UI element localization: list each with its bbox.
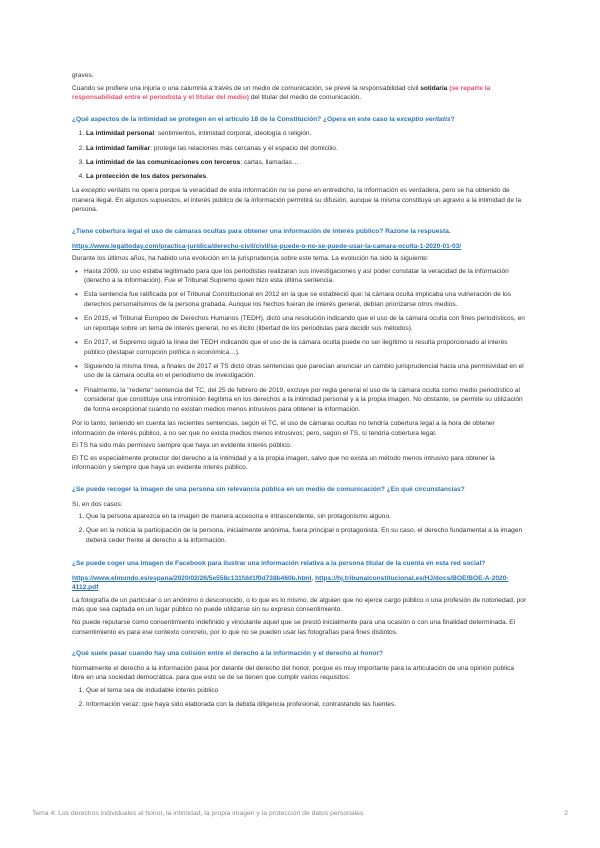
list-item: • Esta sentencia fue ratificada por el Tribunal Constitucional en 2012 en la que se estableció que: la cámara oculta implicaba una vulneración de los derechos personalísimos de la persona grabada. Aunque los hechos fueran de interés general, debían priorizarse otros medios. (84, 290, 528, 309)
list-item: 2. Que en la noticia la participación de la persona, inicialmente anónima, fuera principal o protagonista. En su caso, el derecho fundamental a la imagen deberá ceder frente al derecho a la información. (86, 526, 528, 545)
list-item: • Finalmente, la "rederte" sentencia del TC, del 25 de febrero de 2019, excluye por regla general el uso de la cámara oculta como medio periodístico al considerar que constituye una intromisión ilegítima en los derechos a la intimidad personal y a la propia imagen. No obstante, se permite su utilización de forma excepcional cuando no existan medios menos intrusivos para obtener la información. (84, 386, 528, 415)
list-item: 4. La protección de los datos personales. (86, 172, 528, 182)
numbered-list (72, 512, 528, 545)
question-heading: ¿Se puede recoger la imagen de una persona sin relevancia pública en un medio de comunicación? ¿En qué circunstancias? (72, 485, 465, 493)
highlight-text: (se reparte la responsabilidad entre el periodista y el titular del medio) (72, 84, 491, 102)
paragraph: No puede reputarse como consentimiento indefinido y vinculante aquel que se prestó inicialmente para una ocasión o con una finalidad determinada. El consentimiento es para ese contexto concreto, por lo que no se pueden usar las fotografías para fines distintos. (72, 619, 516, 636)
list-item: 1. Que la persona aparezca en la imagen de manera accesoria e intrascendente, sin protagonismo alguno. (86, 512, 528, 522)
source-link[interactable]: https://www.elmundo.es/espana/2020/02/26/5e558c131fdd1f0d738b460b.html (72, 574, 312, 582)
page-number: 2 (564, 810, 568, 817)
paragraph (72, 84, 528, 103)
list-item: • En 2015, el Tribunal Europeo de Derechos Humanos (TEDH), dictó una resolución indicando que el uso de la cámara oculta con fines periodísticos, en un reportaje sobre un tema de interés general, no es ilícito (libertad de los periodistas para decidir sus métodos). (84, 314, 528, 333)
paragraph (72, 242, 528, 252)
paragraph: Durante los últimos años, ha habido una evolución en la jurisprudencia sobre este tema. La evolución ha sido la siguiente: (72, 255, 429, 263)
list-item: 2. Información veraz: que haya sido elaborada con la debida diligencia profesional, contrastando las fuentes. (86, 700, 528, 710)
question-heading: ¿Qué aspectos de la intimidad se protegen en el artículo 18 de la Constitución? ¿Opera en este caso la exceptio veritatis? (72, 115, 455, 123)
footer-title: Tema 4: Los derechos individuales al honor, la intimidad, la propia imagen y la protección de datos personales (32, 810, 364, 817)
paragraph: Normalmente el derecho a la información pasa por delante del derecho del honor, porque es muy importante para la articulación de una opinión pública libre en una sociedad democrática. para que esto se de se tienen que cumplir varios requisitos: (72, 664, 515, 682)
bullet-list (72, 267, 528, 415)
source-link[interactable]: https://hj.tribunalconstitucional.es/HJ/docs/BOE/BOE-A-2020-4112.pdf (72, 574, 509, 592)
list-item: 3. La intimidad de las comunicaciones con terceros: cartas, llamadas… (86, 158, 528, 168)
list-item: 2. La intimidad familiar: protege las relaciones más cercanas y el espacio del domicilio. (86, 144, 528, 154)
paragraph: El TC es especialmente protector del derecho a la intimidad y a la propia imagen, salvo que no exista un método menos intrusivo para obtener la información y siempre que haya un evidente interés público. (72, 454, 495, 472)
bold-text: solidaria (420, 84, 448, 92)
question-heading: ¿Qué suele pasar cuando hay una colisión entre el derecho a la información y el derecho al honor? (72, 650, 384, 658)
paragraph: La fotografía de un particular o un anónimo o desconocido, o lo que es lo mismo, de alguien que no ejerce cargo público o una profesión de notoriedad, por más que sea captada en un lugar público no puede utilizarse sin su expreso consentimiento. (72, 596, 527, 614)
document-body (72, 71, 528, 714)
list-item: 1. Que el tema sea de indudable interés público (86, 686, 528, 696)
list-item: • Siguiendo la misma línea, a finales de 2017 el TS dictó otras sentencias que parecían anunciar un cambio jurisprudencial hacia una permisividad en el uso de la cámara oculta en el periodismo de investigación. (84, 362, 528, 381)
list-item: • Hasta 2009, su uso estaba legitimado para que los periodistas realizaran sus investigaciones y así poder constatar la veracidad de la información (derecho a la información). Fue el Tribunal Supremo quien hizo esta última sentencia. (84, 267, 528, 286)
list-item: 1. La intimidad personal: sentimientos, intimidad corporal, ideología o religión. (86, 129, 528, 139)
list-item: • En 2017, el Supremo siguió la línea del TEDH indicando que el uso de la cámara oculta puede no ser ilegítimo si resulta proporcionado al interés público (destapar corrupción política o económica…). (84, 338, 528, 357)
paragraph: Por lo tanto, teniendo en cuenta las recientes sentencias, según el TC, el uso de cámaras ocultas no tendría cobertura legal a la hora de obtener información de interés público, a no ser que no exista medios menos intrusivos; pero, según el TS, sí tendría cobertura legal. (72, 419, 495, 437)
numbered-list (72, 129, 528, 181)
text: del titular del medio de comunicación. (248, 94, 362, 102)
paragraph: El TS ha sido más permisivo siempre que haya un evidente interés público. (72, 442, 292, 450)
numbered-list (72, 686, 528, 710)
paragraph: https://www.elmundo.es/espana/2020/02/26/5e558c131fdd1f0d738b460b.html, https://hj.tribunalconstitucional.es/HJ/docs/BOE/BOE-A-2020-4112.pdf (72, 574, 509, 592)
question-heading: ¿Tiene cobertura legal el uso de cámaras ocultas para obtener una información de interés público? Razone la respuesta. (72, 227, 451, 235)
question-heading: ¿Se puede coger una imagen de Facebook para ilustrar una información relativa a la persona titular de la cuenta en esta red social? (72, 560, 486, 568)
source-link[interactable]: https://www.legaltoday.com/practica-juridica/derecho-civil/civil/se-puede-o-no-se-puede-usar-la-camara-oculta-1-2020-01-03/ (72, 242, 462, 250)
text: Cuando se profiere una injuria o una calumnia a través de un medio de comunicación, se prevé la responsabilidad civil (72, 84, 421, 92)
paragraph: Sí, en dos casos: (72, 500, 123, 508)
paragraph: graves. (72, 72, 94, 79)
paragraph: La exceptio veritatis no opera porque la veracidad de esta información no se pone en entredicho, la información es verdadera, pero se ha obtenido de manera ilegal. En algunos supuestos, el interés público de la información permitirá su difusión, aunque la misma constituya un agravio a la intimidad de la persona. (72, 187, 521, 214)
page-footer (32, 810, 568, 817)
